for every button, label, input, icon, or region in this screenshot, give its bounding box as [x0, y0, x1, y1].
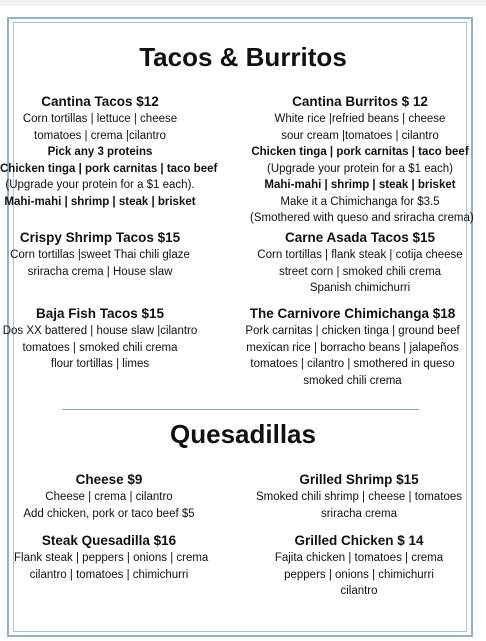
menu-item-carnivore-chimichanga: [235, 304, 470, 389]
section-title-quesadillas: Quesadillas: [170, 419, 316, 449]
menu-item-cantina-burritos: [250, 92, 474, 227]
top-strip: [0, 0, 486, 6]
item-line: tomatoes | crema |cilantro: [34, 129, 166, 142]
item-name: Carne Asada Tacos $15: [284, 230, 436, 245]
item-line: Pork carnitas | chicken tinga | ground beef: [245, 325, 460, 337]
section-divider: [62, 409, 419, 410]
item-line: Chicken tinga | pork carnitas | taco beef: [251, 146, 469, 158]
item-line: Corn tortillas | flank steak | cotija cheese: [257, 249, 463, 261]
menu-item-cantina-tacos: [0, 92, 218, 210]
item-line: Chicken tinga | pork carnitas | taco beef: [0, 162, 218, 175]
item-line: sriracha crema | House slaw: [27, 265, 173, 278]
item-line: smoked chili crema: [303, 374, 402, 387]
item-line: Corn tortillas | lettuce | cheese: [22, 113, 178, 125]
item-name: Cantina Burritos $ 12: [292, 94, 428, 109]
item-name: Grilled Shrimp $15: [299, 472, 419, 487]
menu-item-steak-quesadilla: [14, 531, 209, 583]
item-name: The Carnivore Chimichanga $18: [249, 306, 456, 321]
item-line: cilantro | tomatoes | chimichurri: [29, 568, 189, 581]
item-name: Baja Fish Tacos $15: [35, 306, 165, 321]
item-line: sour cream |tomatoes | cilantro: [281, 129, 439, 142]
item-line: flour tortillas | limes: [50, 358, 150, 370]
item-line: Cheese | crema | cilantro: [45, 491, 173, 503]
menu-item-cheese-quesadilla: [14, 470, 204, 522]
item-line: (Smothered with queso and sriracha crema): [250, 212, 474, 224]
item-line: cilantro: [340, 585, 378, 597]
item-name: Crispy Shrimp Tacos $15: [19, 230, 181, 245]
item-line: Pick any 3 proteins: [47, 146, 153, 158]
section-title-tacos-burritos: Tacos & Burritos: [139, 42, 347, 72]
menu-item-grilled-shrimp-quesadilla: [248, 470, 470, 522]
item-line: Dos XX battered | house slaw |cilantro: [2, 325, 198, 337]
item-name: Grilled Chicken $ 14: [294, 533, 424, 548]
menu-item-grilled-chicken-quesadilla: [248, 531, 470, 600]
item-line: sriracha crema: [320, 507, 398, 520]
item-line: Corn tortillas |sweet Thai chili glaze: [10, 249, 190, 261]
menu-item-baja-fish-tacos: [0, 304, 200, 373]
item-line: (Upgrade your protein for a $1 each): [266, 162, 454, 175]
item-line: Spanish chimichurri: [309, 282, 411, 294]
item-name: Cheese $9: [75, 472, 143, 487]
item-line: tomatoes | smoked chili crema: [22, 341, 178, 354]
item-line: Fajita chicken | tomatoes | crema: [274, 552, 444, 564]
item-line: Smoked chili shrimp | cheese | tomatoes: [255, 491, 463, 503]
item-name: Steak Quesadilla $16: [41, 533, 177, 548]
item-line: Mahi-mahi | shrimp | steak | brisket: [4, 195, 196, 208]
item-line: Make it a Chimichanga for $3.5: [280, 195, 440, 208]
item-line: White rice |refried beans | cheese: [274, 113, 446, 125]
item-line: mexican rice | borracho beans | jalapeños: [246, 341, 459, 354]
item-line: Mahi-mahi | shrimp | steak | brisket: [264, 179, 456, 191]
item-line: peppers | onions | chimichurri: [284, 568, 434, 581]
item-line: Add chicken, pork or taco beef $5: [23, 507, 195, 520]
item-name: Cantina Tacos $12: [41, 94, 159, 109]
item-line: tomatoes | cilantro | smothered in queso: [250, 358, 455, 370]
item-line: Flank steak | peppers | onions | crema: [14, 552, 209, 564]
item-line: street corn | smoked chili crema: [278, 265, 442, 278]
menu-item-carne-asada-tacos: [250, 228, 470, 297]
menu-item-crispy-shrimp-tacos: [0, 228, 200, 280]
item-line: (Upgrade your protein for a $1 each).: [5, 179, 195, 191]
